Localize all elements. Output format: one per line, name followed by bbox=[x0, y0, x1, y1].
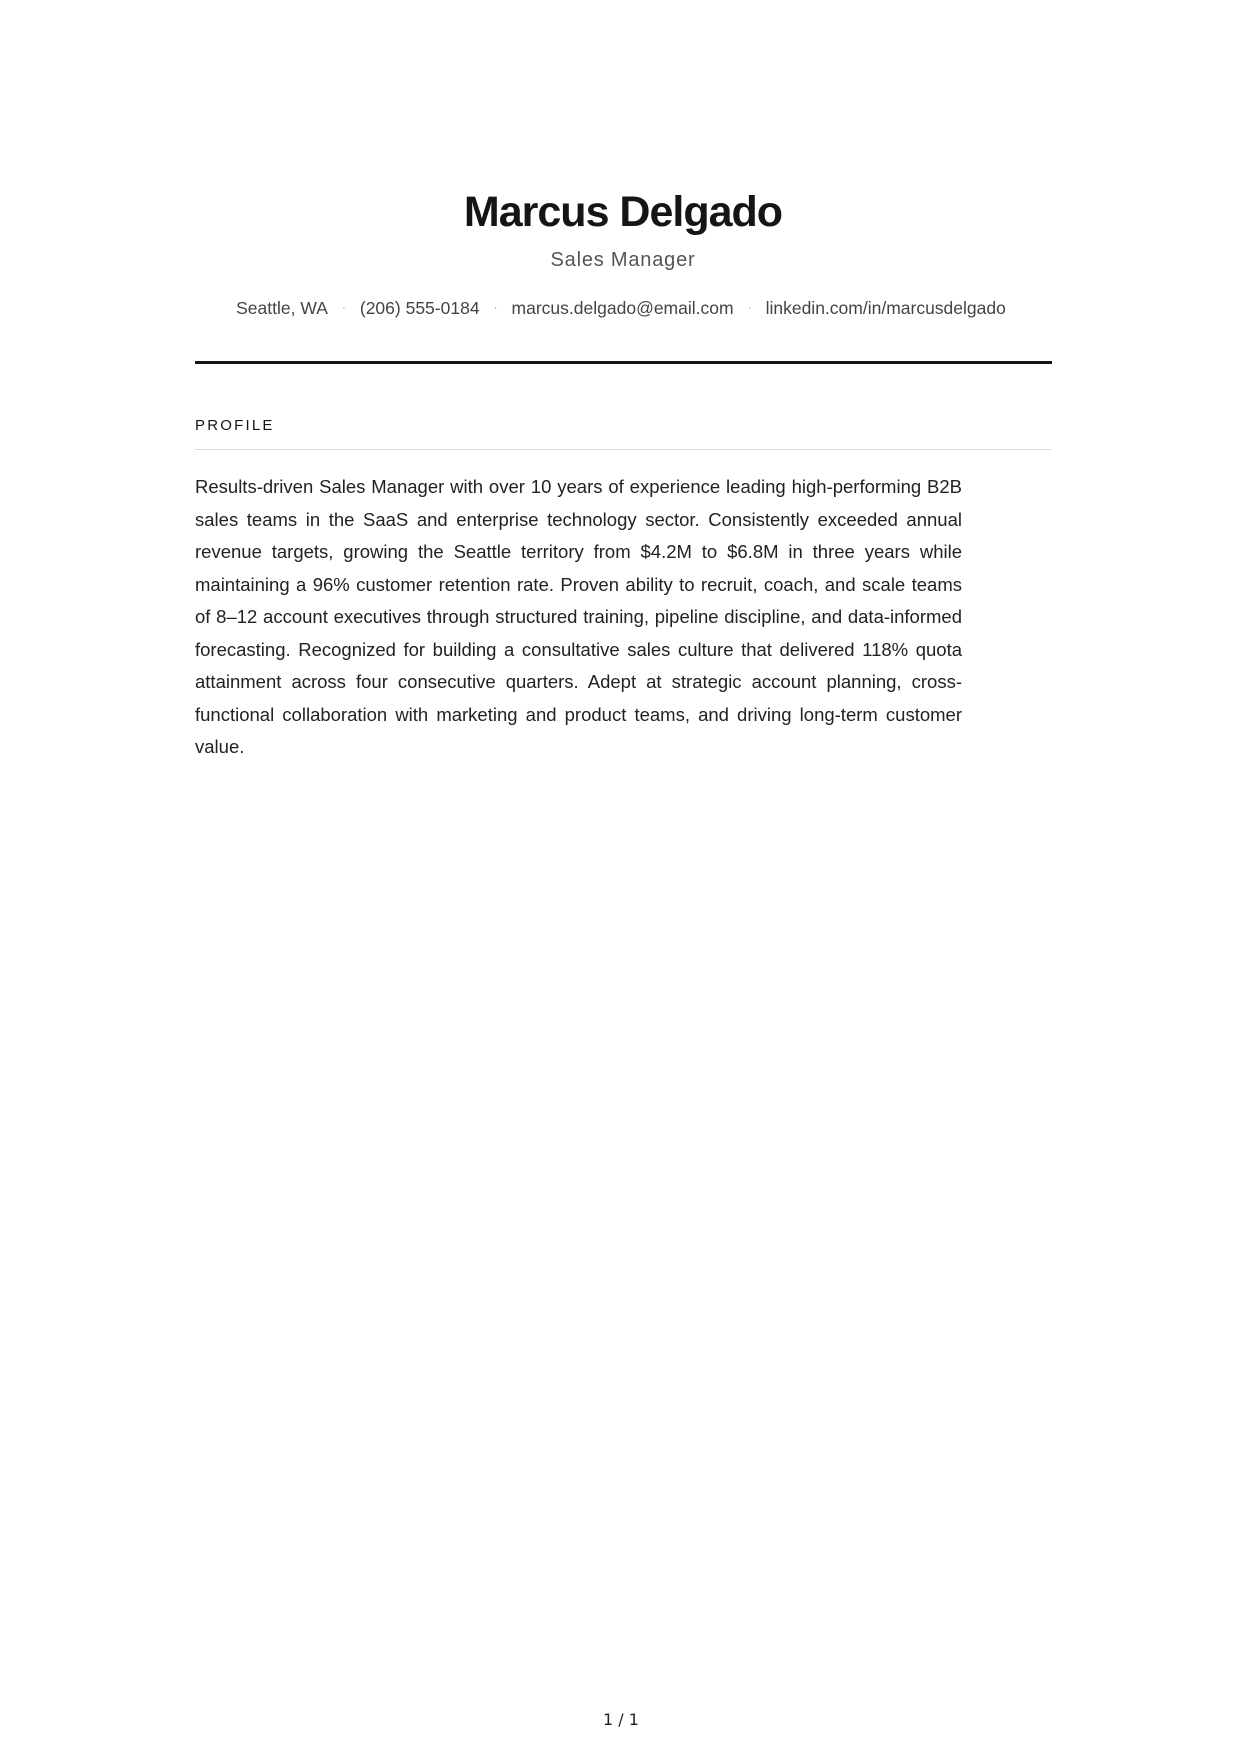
contact-separator: · bbox=[747, 300, 752, 314]
contact-linkedin: linkedin.com/in/marcusdelgado bbox=[765, 298, 1006, 318]
section-divider bbox=[195, 449, 1052, 450]
contact-line bbox=[0, 296, 1242, 322]
profile-section-heading: PROFILE bbox=[195, 417, 275, 434]
profile-summary: Results-driven Sales Manager with over 10 years of experience leading high-performing B2B sales teams in the SaaS and enterprise technology sector. Consistently exceeded annual revenue targets, growing the Seattle territory from $4.2M to $6.8M in three years while maintaining a 96% customer retention rate. Proven ability to recruit, coach, and scale teams of 8–12 account executives through structured training, pipeline discipline, and data-informed forecasting. Recognized for building a consultative sales culture that delivered 118% quota attainment across four consecutive quarters. Adept at strategic account planning, cross-functional collaboration with marketing and product teams, and driving long-term customer value. bbox=[195, 476, 962, 757]
page-number: 1 / 1 bbox=[603, 1710, 639, 1729]
contact-separator: · bbox=[341, 300, 346, 314]
job-title: Sales Manager bbox=[550, 249, 696, 271]
header-divider bbox=[195, 361, 1052, 364]
resume-header bbox=[195, 186, 1051, 272]
contact-separator: · bbox=[493, 300, 498, 314]
contact-email: marcus.delgado@email.com bbox=[511, 298, 734, 318]
candidate-name: Marcus Delgado bbox=[463, 188, 783, 236]
contact-phone: (206) 555-0184 bbox=[359, 298, 480, 318]
contact-location: Seattle, WA bbox=[236, 298, 328, 318]
